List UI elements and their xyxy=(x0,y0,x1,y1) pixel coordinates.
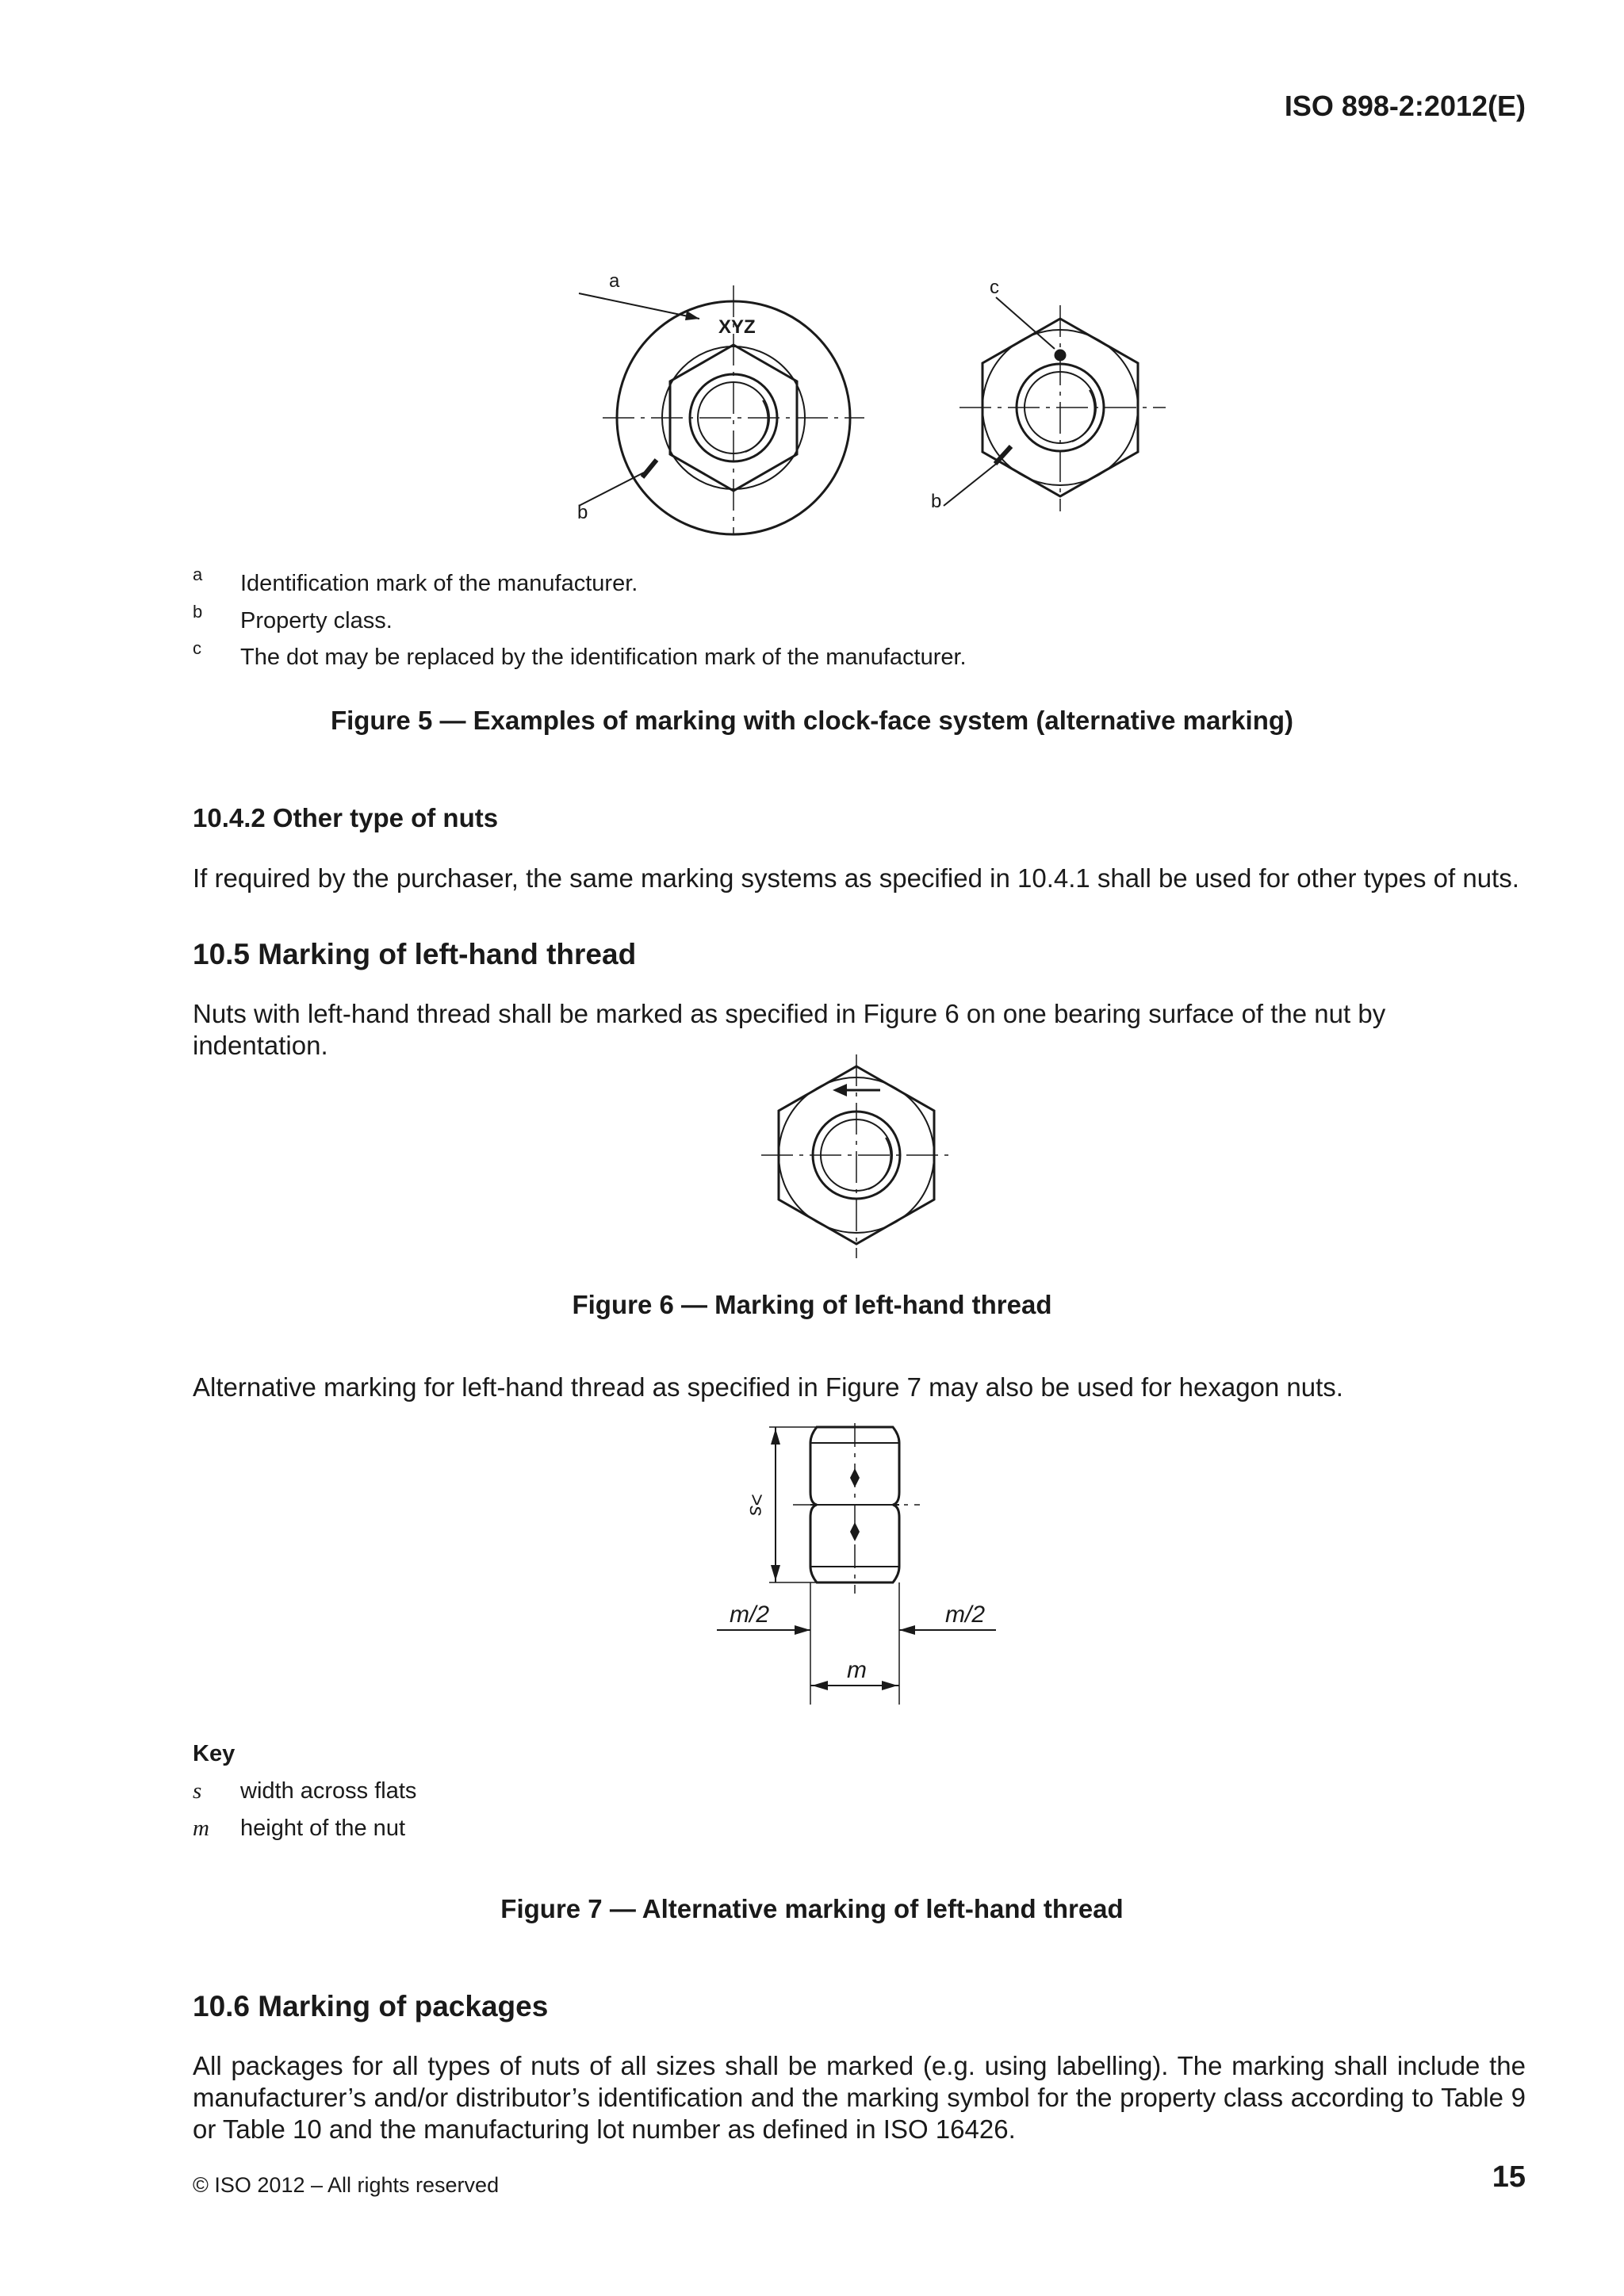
label-s: >s xyxy=(745,1493,769,1517)
figure-7-caption: Figure 7 — Alternative marking of left-hand thread xyxy=(500,1894,1124,1923)
label-b-right: b xyxy=(931,491,942,512)
section-10-4-2-body: If required by the purchaser, the same marking systems as specified in 10.4.1 shall be used for other types of nuts. xyxy=(193,863,1519,893)
section-10-6-body: All packages for all types of nuts of all sizes shall be marked (e.g. using labelling). The marking shall include the manufacturer’s and/or distributor’s identification and the marking symbol for the property class according to Table 9 or Table 10 and the manufacturing lot number as defined in ISO 16426. xyxy=(193,2051,1526,2144)
key-symbol-s: s xyxy=(193,1778,202,1804)
footnote-text: The dot may be replaced by the identification mark of the manufacturer. xyxy=(240,645,967,670)
label-xyz: XYZ xyxy=(718,316,756,338)
section-10-4-2-heading: 10.4.2 Other type of nuts xyxy=(193,803,499,832)
section-10-5-body: Nuts with left-hand thread shall be marked as specified in Figure 6 on one bearing surface of the nut by indentation. xyxy=(193,999,1386,1060)
footnote-text: Property class. xyxy=(240,608,393,633)
page-number: 15 xyxy=(1492,2160,1526,2194)
label-m: m xyxy=(847,1657,867,1683)
figure-7-drawing xyxy=(706,1419,1023,1736)
figure-5-drawing xyxy=(555,270,1189,539)
label-c: c xyxy=(990,277,999,298)
footnote-sup: c xyxy=(193,638,201,658)
key-symbol-m: m xyxy=(193,1816,209,1841)
section-10-6-heading: 10.6 Marking of packages xyxy=(193,1990,549,2022)
alt-marking-text: Alternative marking for left-hand thread as specified in Figure 7 may also be used for hexagon nuts. xyxy=(193,1372,1343,1402)
nut-right xyxy=(944,297,1166,511)
label-m-half-left: m/2 xyxy=(730,1601,770,1628)
label-m-half-right: m/2 xyxy=(945,1601,986,1628)
label-a: a xyxy=(609,270,620,292)
footnote-text: Identification mark of the manufacturer. xyxy=(240,571,638,596)
figure-6-drawing xyxy=(761,1050,952,1265)
footnote-sup: a xyxy=(193,564,203,584)
key-desc-s: width across flats xyxy=(240,1778,417,1804)
label-b-left: b xyxy=(577,502,588,523)
figure-6-caption: Figure 6 — Marking of left-hand thread xyxy=(572,1290,1052,1319)
document-id: ISO 898-2:2012(E) xyxy=(1284,90,1526,122)
copyright: © ISO 2012 – All rights reserved xyxy=(193,2173,500,2197)
key-title: Key xyxy=(193,1741,236,1766)
key-desc-m: height of the nut xyxy=(240,1816,405,1841)
section-10-5-heading: 10.5 Marking of left-hand thread xyxy=(193,938,637,970)
figure-5-caption: Figure 5 — Examples of marking with clock-face system (alternative marking) xyxy=(330,706,1294,735)
footnote-sup: b xyxy=(193,602,203,622)
